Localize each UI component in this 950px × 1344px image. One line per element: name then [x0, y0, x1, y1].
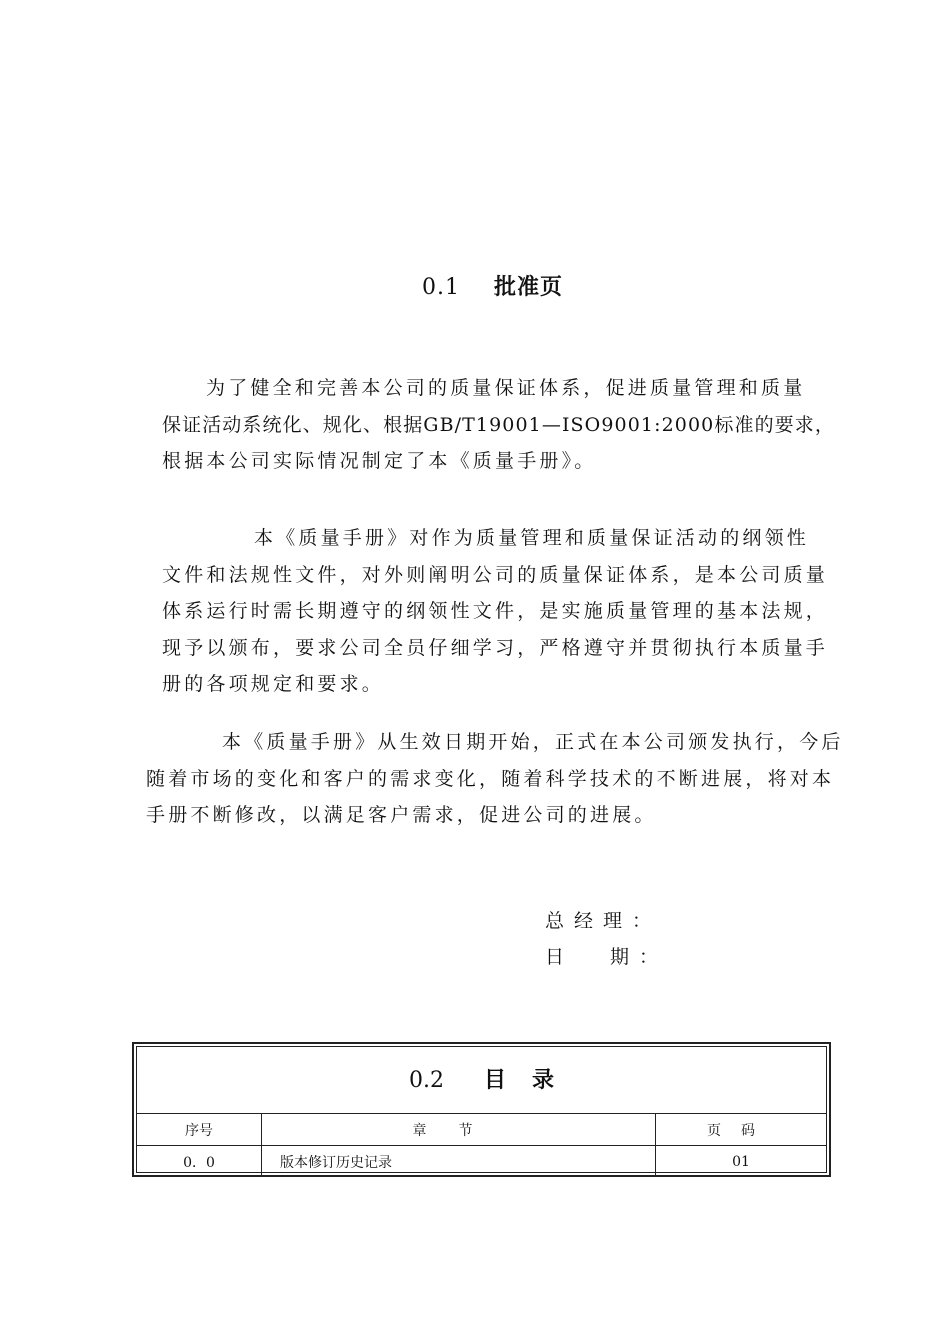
- paragraph-line: 现予以颁布，要求公司全员仔细学习，严格遵守并贯彻执行本质量手: [162, 636, 829, 659]
- approval-section-number: 0.1: [421, 275, 460, 300]
- toc-section-number: 0.2: [408, 1068, 444, 1093]
- paragraph-line: 本《质量手册》从生效日期开始，正式在本公司颁发执行，今后: [222, 731, 844, 753]
- approval-paragraph-3: [146, 724, 846, 834]
- toc-title-char: 目: [483, 1067, 506, 1093]
- toc-box: [132, 1042, 831, 1177]
- paragraph-line: 体系运行时需长期遵守的纲领性文件，是实施质量管理的基本法规，: [162, 600, 829, 622]
- toc-header-chapter: 章节: [262, 1114, 656, 1146]
- toc-row-chapter: 版本修订历史记录: [262, 1146, 656, 1178]
- general-manager-label: 总经理：: [545, 910, 662, 932]
- toc-title-char: 录: [532, 1067, 555, 1093]
- paragraph-line: 根据本公司实际情况制定了本《质量手册》。: [162, 450, 597, 472]
- date-label-char: 期：: [610, 946, 669, 968]
- toc-header-row: [137, 1114, 826, 1146]
- date-label-char: 日: [545, 946, 575, 968]
- toc-row-no: 0．0: [137, 1146, 262, 1178]
- toc-header-page: 页码: [656, 1114, 827, 1146]
- approval-section-title: 批准页: [493, 274, 563, 300]
- paragraph-line: 本《质量手册》对作为质量管理和质量保证活动的纲领性: [254, 527, 810, 549]
- paragraph-line: 随着市场的变化和客户的需求变化，随着科学技术的不断进展，将对本: [146, 767, 835, 790]
- paragraph-line: 保证活动系统化、规化、根据GB/T19001—ISO9001:2000标准的要求，: [162, 413, 835, 436]
- paragraph-line: 册的各项规定和要求。: [162, 673, 385, 695]
- paragraph-line: 为了健全和完善本公司的质量保证体系，促进质量管理和质量: [206, 377, 806, 399]
- approval-paragraph-1: [162, 370, 852, 480]
- toc-heading: [137, 1047, 826, 1114]
- paragraph-line: 文件和法规性文件，对外则阐明公司的质量保证体系，是本公司质量: [162, 563, 829, 586]
- paragraph-line: 手册不断修改，以满足客户需求，促进公司的进展。: [146, 804, 657, 826]
- toc-table: [137, 1114, 826, 1177]
- toc-row-page: 01: [732, 1153, 750, 1170]
- table-row: [137, 1146, 826, 1178]
- approval-paragraph-2: [162, 520, 852, 703]
- toc-header-no: 序号: [137, 1114, 262, 1146]
- approval-heading: [0, 270, 950, 301]
- date-label: [545, 942, 668, 969]
